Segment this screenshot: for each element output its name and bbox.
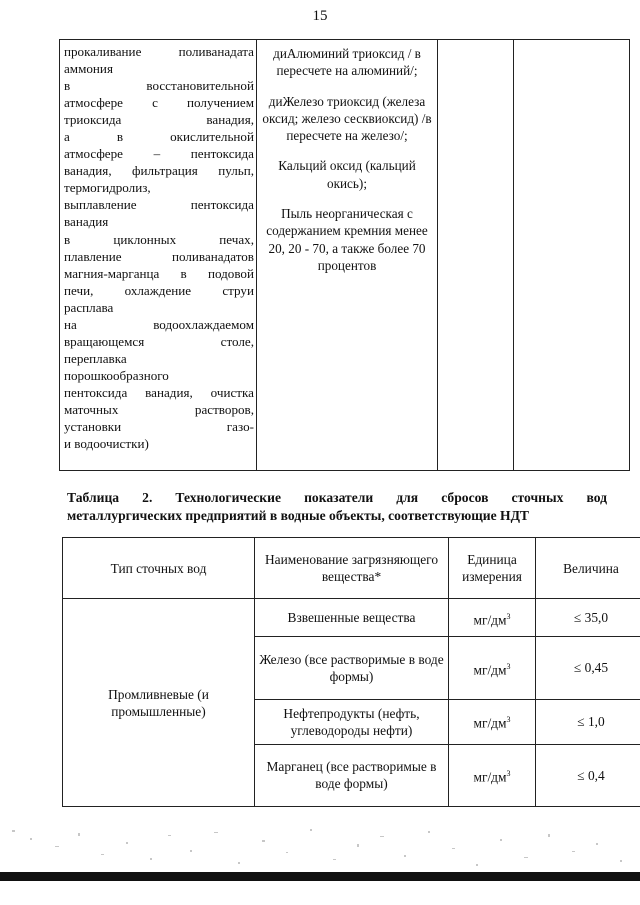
process-line: печи, охлаждение струи [64, 282, 254, 298]
header-water-type: Тип сточных вод [63, 538, 255, 599]
unit-exponent: 3 [506, 715, 511, 725]
table-row [63, 599, 640, 637]
substance-iron-trioxide: диЖелезо триоксид (железа оксид; железо сесквиоксид) /в пересчете на железо/; [262, 93, 432, 144]
caption-line: металлургических предприятий в водные объекты, соответствующие НДТ [67, 508, 530, 523]
process-line: прокаливание поливанадата [64, 44, 254, 59]
pollutant-cell: Железо (все растворимые в воде формы) [255, 637, 449, 699]
pollutant-cell: Марганец (все растворимые в воде формы) [255, 744, 449, 806]
empty-cell [514, 40, 630, 471]
wastewater-indicators-table [62, 537, 640, 807]
substance-inorganic-dust: Пыль неорганическая с содержанием кремния менее 20, 20 - 70, а также более 70 процентов [266, 206, 428, 273]
process-line: переплавка [64, 350, 127, 366]
unit-exponent: 3 [506, 769, 511, 779]
process-line: атмосфере с получением [64, 95, 254, 111]
value-cell: ≤ 0,4 [536, 744, 640, 806]
process-description [60, 40, 256, 452]
process-line: термогидролиз, [64, 180, 151, 196]
process-line: ванадия [64, 214, 109, 230]
unit-cell [449, 744, 536, 806]
process-line: аммония [64, 61, 113, 77]
process-line: магния-марганца в подовой [64, 265, 254, 281]
value-cell: ≤ 1,0 [536, 699, 640, 744]
header-pollutant: Наименование загрязняющего вещества* [255, 538, 449, 599]
unit-cell [449, 637, 536, 699]
process-line: атмосфере – пентоксида [64, 146, 254, 162]
process-line: и водоочистки) [64, 436, 149, 452]
scan-noise [0, 824, 640, 872]
water-type-cell: Промливневые (и промышленные) [63, 599, 255, 807]
process-line: вращающемся столе, [64, 333, 254, 349]
pollutant-cell: Нефтепродукты (нефть, углеводороды нефти) [255, 699, 449, 744]
scan-edge-bar [0, 872, 640, 881]
process-line: выплавление пентоксида [64, 197, 254, 213]
table-header-row [63, 538, 640, 599]
unit-cell [449, 699, 536, 744]
unit-cell [449, 599, 536, 637]
unit-base: мг/дм [473, 769, 507, 785]
process-line: на водоохлаждаемом [64, 316, 254, 332]
unit-exponent: 3 [506, 611, 511, 621]
caption-line: Таблица 2. Технологические показатели для сбросов сточных вод [67, 490, 607, 505]
process-line: а в окислительной [64, 129, 254, 145]
pollutant-cell: Взвешенные вещества [255, 599, 449, 637]
unit-base: мг/дм [473, 715, 507, 731]
process-line: в восстановительной [64, 78, 254, 94]
process-line: в циклонных печах, [64, 231, 254, 247]
unit-base: мг/дм [473, 612, 507, 628]
empty-cell [438, 40, 514, 471]
unit-exponent: 3 [506, 661, 511, 671]
substance-aluminium-trioxide: диАлюминий триоксид / в пересчете на алюминий/; [273, 46, 421, 79]
process-line: порошкообразного [64, 367, 169, 383]
substances-list [257, 40, 437, 274]
header-value: Величина [536, 538, 640, 599]
process-description-cell [60, 40, 257, 471]
emissions-table-continuation [59, 39, 630, 471]
value-cell: ≤ 0,45 [536, 637, 640, 699]
header-unit: Единица измерения [449, 538, 536, 599]
substances-cell [257, 40, 438, 471]
process-line: расплава [64, 299, 114, 315]
page-number: 15 [312, 8, 328, 24]
unit-base: мг/дм [473, 662, 507, 678]
table2-caption [67, 489, 607, 525]
process-line: триоксида ванадия, [64, 112, 254, 128]
process-line: установки газо- [64, 419, 254, 435]
process-line: маточных растворов, [64, 401, 254, 417]
process-line: ванадия, фильтрация пульп, [64, 163, 254, 179]
process-line: пентоксида ванадия, очистка [64, 384, 254, 400]
process-line: плавление поливанадатов [64, 248, 254, 264]
substance-calcium-oxide: Кальций оксид (кальций окись); [278, 158, 416, 191]
value-cell: ≤ 35,0 [536, 599, 640, 637]
